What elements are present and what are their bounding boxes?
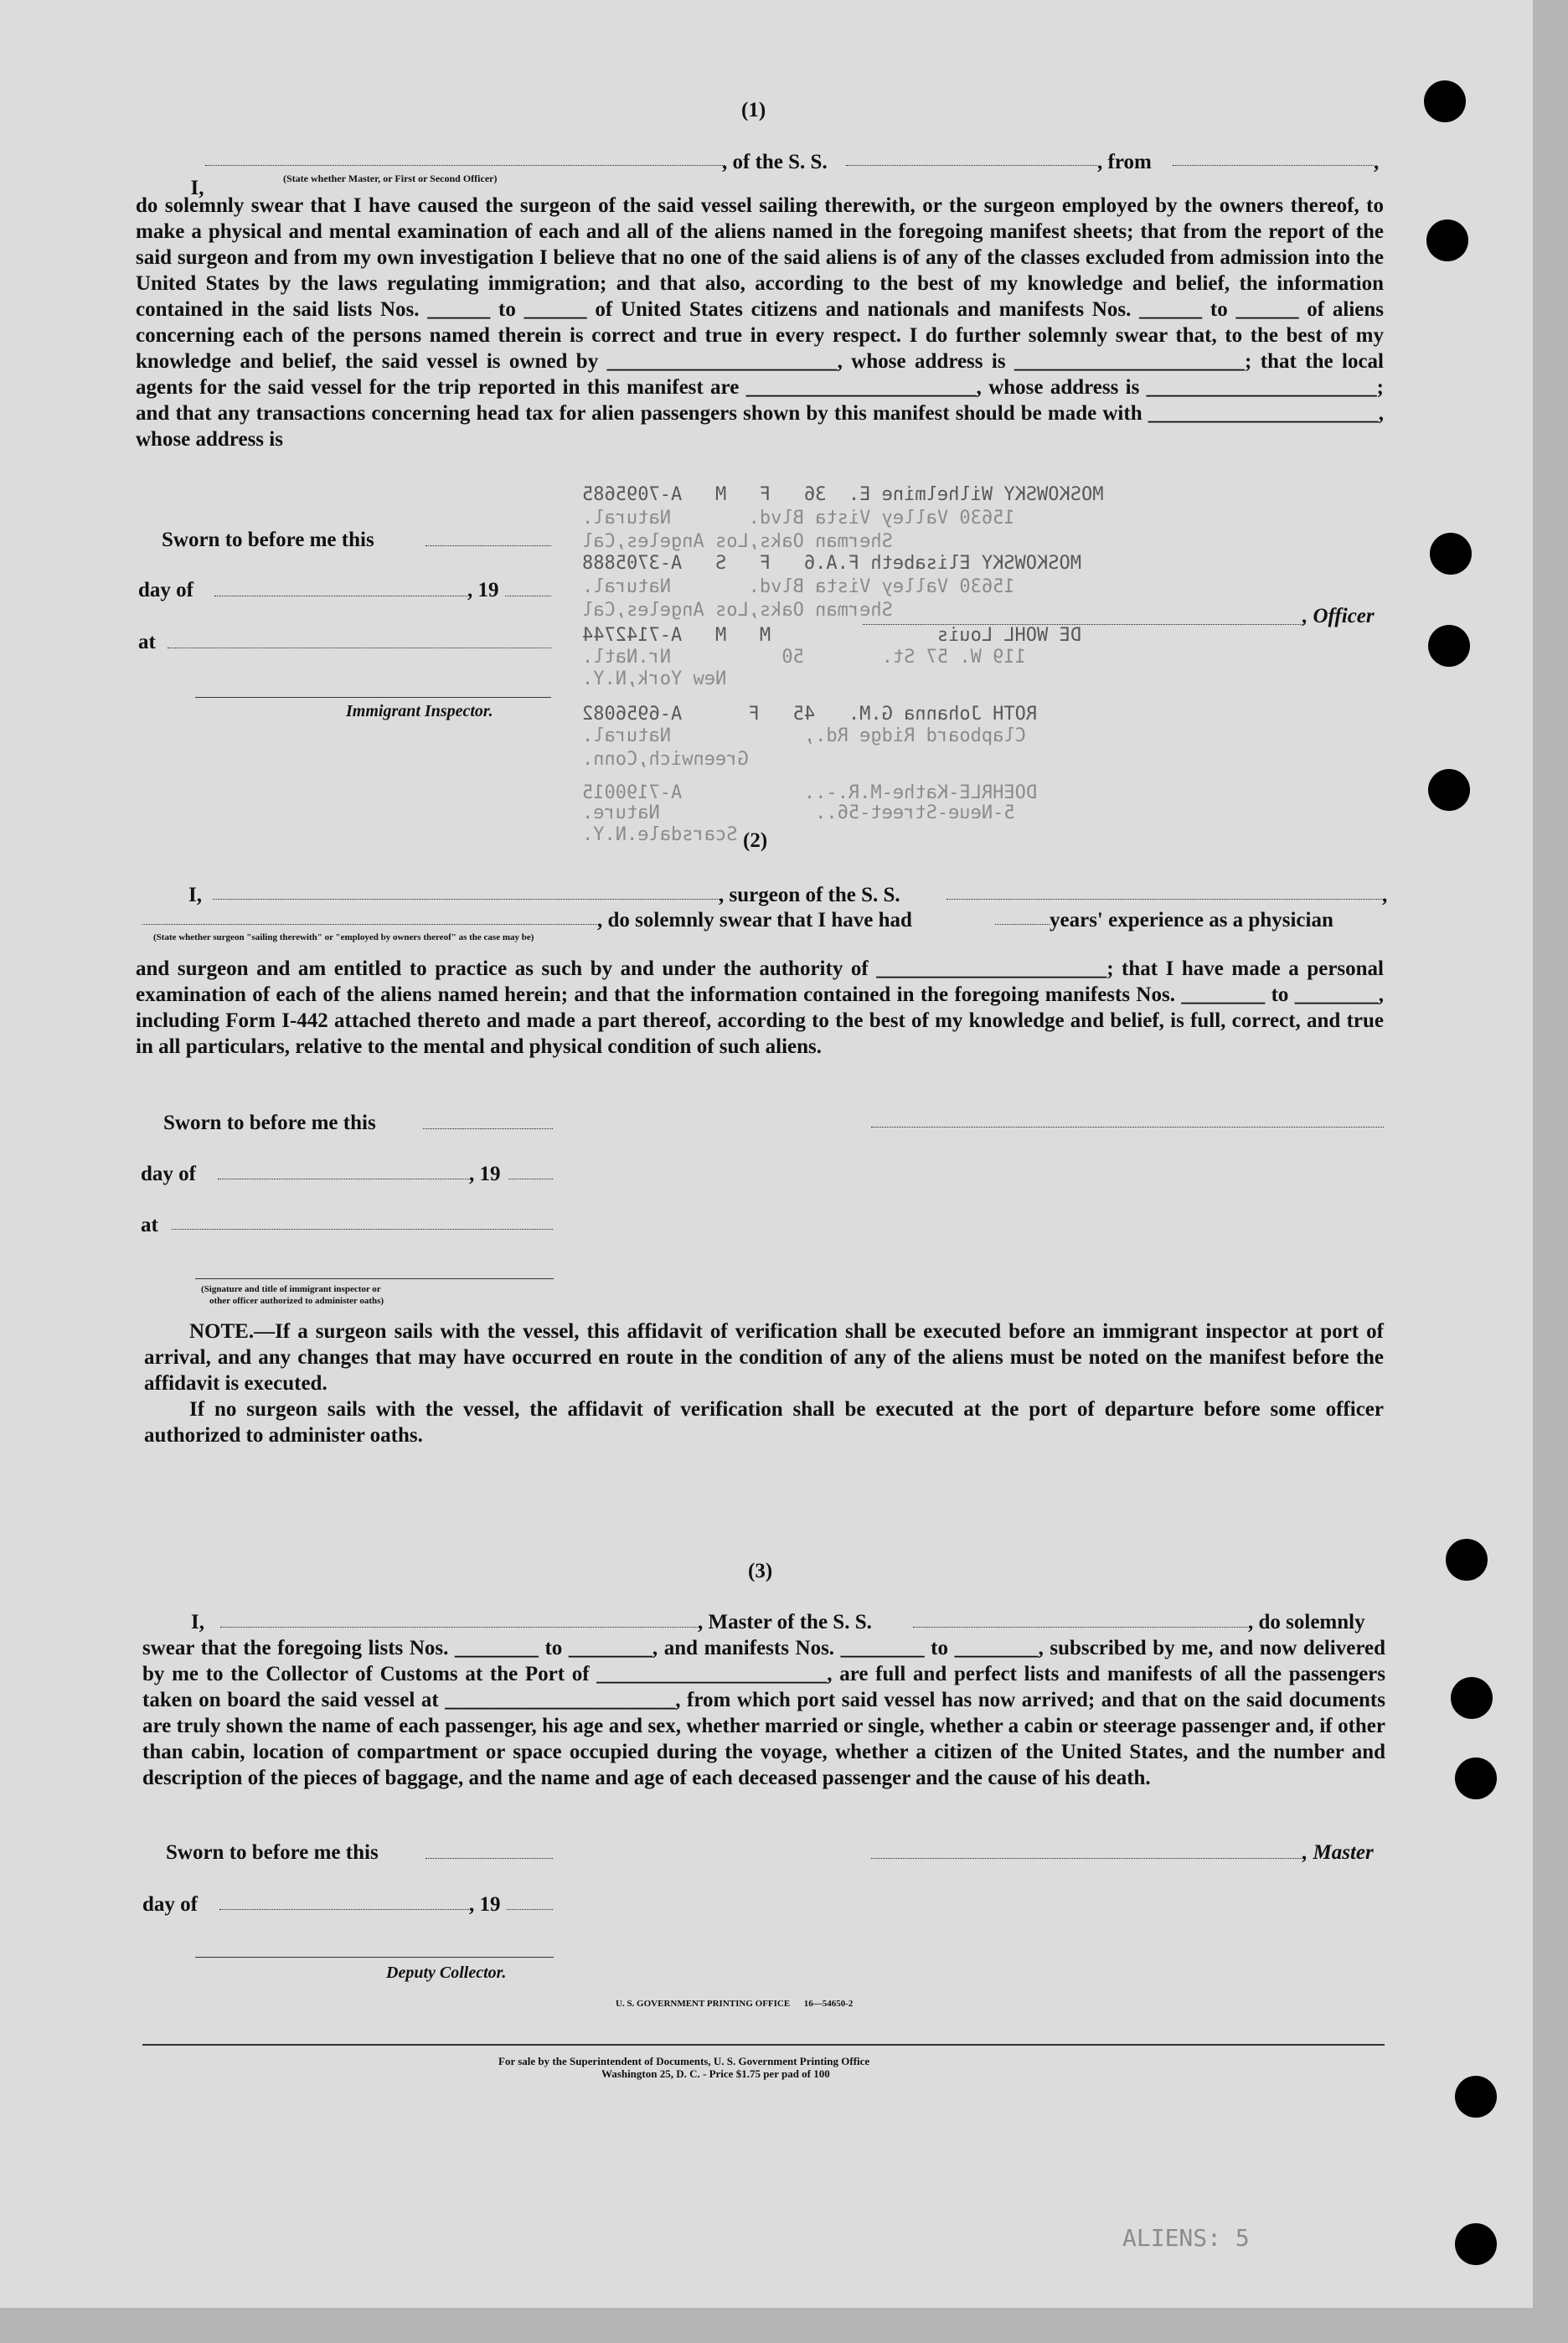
note-paragraph: [144, 1319, 1384, 1396]
administer-signature-line[interactable]: [195, 1278, 554, 1279]
punch-hole: [1451, 1677, 1493, 1719]
section-1-number: (1): [741, 99, 766, 121]
punch-hole: [1428, 625, 1470, 667]
comma: ,: [1374, 151, 1380, 173]
field-vessel-name[interactable]: [846, 165, 1097, 166]
at-label-1: at: [138, 631, 156, 653]
punch-hole: [1455, 2223, 1497, 2265]
bleed-through-line: Sherman Oaks,Los Angeles,Cal: [582, 600, 893, 621]
punch-hole: [1424, 80, 1466, 122]
comma: ,: [1382, 884, 1388, 906]
bleed-through-line: MOSKOWSKY Wilhelmine E. 36 F M A-7095685: [582, 484, 1104, 505]
note-label: NOTE.: [189, 1320, 255, 1343]
section-1-paragraph: do solemnly swear that I have caused the surgeon of the said vessel sailing therewith, or the surgeon employed by the owners thereof, to make a physical and mental examination of each and all of the aliens named in the foregoing manifest sheets; that from the report of the said surgeon and from my own investigation I believe that no one of the said aliens is of any of the classes excluded from admission into the United States by the laws regulating immigration; and that also, according to the best of my knowledge and belief, the information contained in the said lists Nos. ______ to ______ of United States citizens and nationals and manifests Nos. ______ to ______ of aliens concerning each of the persons named therein is correct and true in every respect. I do further solemnly swear that, to the best of my knowledge and belief, the said vessel is owned by ______________________, whose address is ______________________; that the local agents for the said vessel for the trip reported in this manifest are ______________________, whose address is ______________________; and that any transactions concerning head tax for alien passengers shown by this manifest should be made with ______________________, whose address is: [136, 194, 1384, 451]
field-officer-signature[interactable]: [863, 624, 1302, 625]
field-master-name[interactable]: [220, 1627, 698, 1628]
label-solemnly-swear: , do solemnly swear that I have had: [597, 909, 912, 932]
punch-hole: [1430, 533, 1472, 575]
bleed-through-line: DOEHRLE-Kathe-M.R.-.. A-7190015: [582, 782, 1038, 803]
caption-surgeon: (State whether surgeon "sailing therewith" or "employed by owners thereof" as the case may be): [153, 932, 534, 942]
year-label-1: , 19: [467, 579, 499, 601]
sworn-label-1: Sworn to before me this: [162, 529, 374, 551]
master-label: , Master: [1302, 1841, 1374, 1864]
label-from: , from: [1097, 151, 1152, 173]
field-sworn-day-2[interactable]: [423, 1128, 553, 1129]
field-sworn-day-1[interactable]: [426, 545, 551, 546]
caption-officer: (State whether Master, or First or Second Officer): [283, 173, 498, 184]
section-3-number: (3): [748, 1560, 773, 1582]
bleed-through-line: ROTH Johanna G.M. 45 F A-6956082: [582, 704, 1038, 725]
bleed-through-line: Sherman Oaks,Los Angeles,Cal: [582, 531, 893, 552]
field-surgeon-name[interactable]: [213, 899, 720, 900]
at-label-2: at: [141, 1214, 158, 1236]
punch-hole: [1426, 219, 1468, 261]
field-year-3[interactable]: [507, 1909, 553, 1910]
day-of-label-3: day of: [142, 1893, 198, 1916]
label-i: I,: [190, 177, 204, 199]
deputy-signature-line[interactable]: [195, 1957, 554, 1958]
field-sworn-day-3[interactable]: [426, 1858, 553, 1859]
field-from-port[interactable]: [1173, 165, 1374, 166]
label-of-ss: , of the S. S.: [722, 151, 828, 173]
bleed-through-line: 15630 Valley Vista Blvd. Natural.: [582, 576, 1015, 597]
punch-hole: [1455, 1757, 1497, 1799]
sworn-label-3: Sworn to before me this: [166, 1841, 379, 1864]
label-master-of-ss: , Master of the S. S.: [698, 1611, 872, 1633]
field-surgeon-status[interactable]: [142, 924, 599, 925]
field-master-vessel[interactable]: [913, 1627, 1248, 1628]
bleed-through-line: New York,N.Y.: [582, 668, 727, 689]
printing-office-line: U. S. GOVERNMENT PRINTING OFFICE 16—54650-2: [616, 1999, 854, 2009]
bleed-through-line: DE WOHL Louis M M A-7142744: [582, 625, 1082, 646]
bleed-through-line: Clapboard Ridge Rd., Natural.: [582, 725, 1026, 746]
field-surgeon-vessel[interactable]: [946, 899, 1382, 900]
bleed-through-line: 119 W. 57 St. 50 Nr.Natl.: [582, 647, 1026, 668]
bleed-through-line: MOSKOWSKY Elisabeth F.A.6 F S A-3705888: [582, 553, 1082, 574]
punch-hole: [1455, 2076, 1497, 2118]
field-at-2[interactable]: [172, 1229, 553, 1230]
deputy-collector-label: Deputy Collector.: [386, 1964, 507, 1982]
field-master-signature[interactable]: [871, 1858, 1302, 1859]
field-month-3[interactable]: [219, 1909, 469, 1910]
sworn-label-2: Sworn to before me this: [163, 1112, 376, 1134]
officer-label: , Officer: [1302, 605, 1375, 627]
scan-border-right: [1533, 0, 1568, 2343]
bleed-through-line: Scarsdale.N.Y.: [582, 824, 738, 845]
year-label-2: , 19: [469, 1163, 501, 1185]
section-3-label-i: I,: [191, 1611, 204, 1633]
note-paragraph-2: If no surgeon sails with the vessel, the affidavit of verification shall be executed at the port of departure before some officer authorized to administer oaths.: [144, 1398, 1384, 1447]
for-sale-line-1: For sale by the Superintendent of Documents, U. S. Government Printing Office: [498, 2055, 870, 2067]
year-label-3: , 19: [469, 1893, 501, 1916]
label-surgeon-of-ss: , surgeon of the S. S.: [719, 884, 900, 906]
section-2-paragraph: and surgeon and am entitled to practice as such by and under the authority of ______________________; that I have made a personal examination of each of the aliens named herein; and that the information contained in the foregoing manifests Nos. ________ to ________, including Form I-442 attached thereto and made a part thereof, according to the best of my knowledge and belief, is full, correct, and true in all particulars, relative to the mental and physical condition of such aliens.: [136, 957, 1384, 1058]
label-years-experience: years' experience as a physician: [1050, 909, 1333, 932]
bleed-through-line: Greenwich,Conn.: [582, 749, 749, 770]
punch-hole: [1428, 769, 1470, 811]
scan-border-bottom: [0, 2308, 1568, 2343]
label-do-solemnly: , do solemnly: [1248, 1611, 1365, 1633]
for-sale-line-2: Washington 25, D. C. - Price $1.75 per pad of 100: [601, 2067, 830, 2080]
sig-caption-1: (Signature and title of immigrant inspector or: [201, 1284, 381, 1294]
sig-caption-2: other officer authorized to administer oaths): [209, 1296, 384, 1306]
inspector-signature-line[interactable]: [195, 697, 551, 698]
section-2-label-i: I,: [188, 884, 202, 906]
field-surgeon-signature[interactable]: [871, 1127, 1384, 1128]
day-of-label-2: day of: [141, 1163, 196, 1185]
bleed-through-line: 5-Neue-Street-56.. Nature.: [582, 803, 1015, 823]
field-years-experience[interactable]: [995, 924, 1050, 925]
margin-stamp: ALIENS: 5: [1122, 2224, 1250, 2252]
note-text-1: —If a surgeon sails with the vessel, this affidavit of verification shall be executed before an immigrant inspector at port of arrival, and any changes that may have occurred en route in the condition of any of the aliens must be noted on the manifest before the affidavit is executed.: [144, 1320, 1384, 1395]
field-officer-title[interactable]: [205, 165, 725, 166]
section-3-paragraph: swear that the foregoing lists Nos. ________ to ________, and manifests Nos. ________ to ________, subscribed by me, and now delivered by me to the Collector of Customs at the Port of ______________________, are full and perfect lists and manifests of all the passengers taken on board the said vessel at ______________________, from which port said vessel has now arrived; and that on the said documents are truly shown the name of each passenger, his age and sex, whether married or single, whether a cabin or steerage passenger and, if other than cabin, location of compartment or space occupied during the voyage, whether a citizen of the United States, and the number and description of the pieces of baggage, and the name and age of each deceased passenger and the cause of his death.: [142, 1637, 1385, 1789]
day-of-label-1: day of: [138, 579, 193, 601]
immigrant-inspector-label: Immigrant Inspector.: [346, 702, 493, 720]
bleed-through-line: 15630 Valley Vista Blvd. Natural.: [582, 508, 1015, 529]
section-2-number: (2): [743, 829, 768, 852]
punch-hole: [1446, 1539, 1488, 1581]
footer-rule: [142, 2044, 1385, 2046]
